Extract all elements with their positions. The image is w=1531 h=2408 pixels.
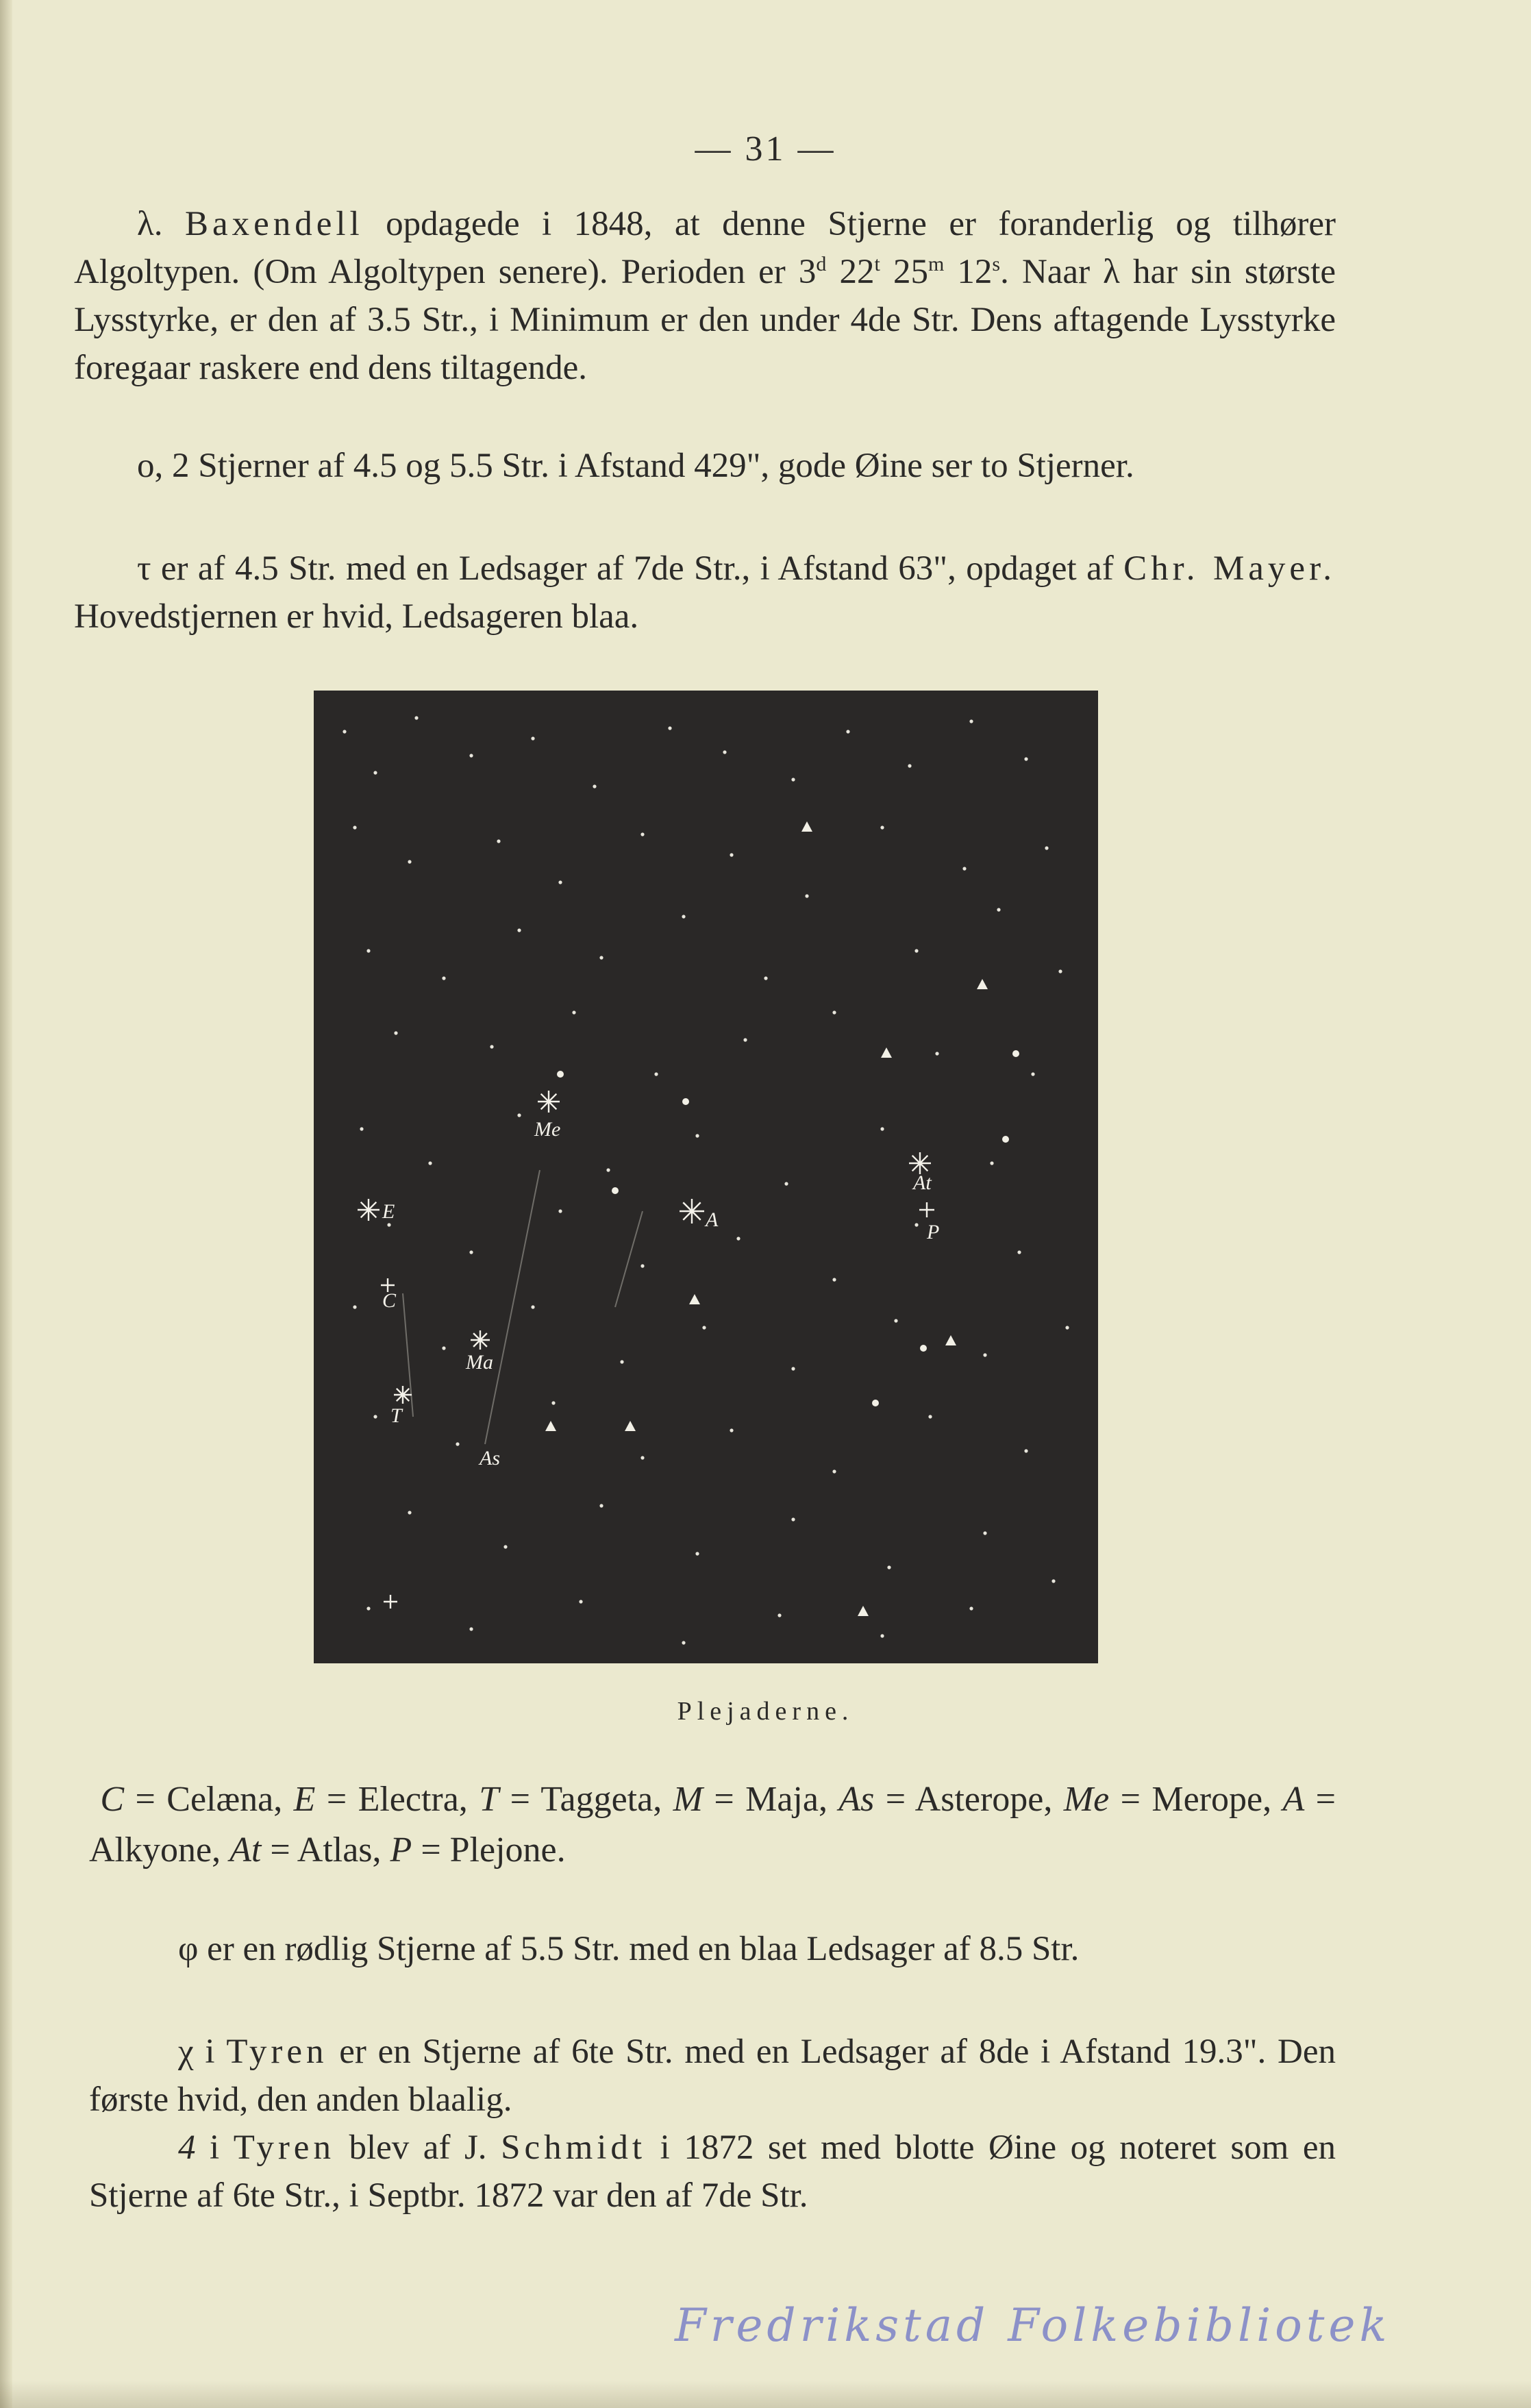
star-dot (791, 1367, 795, 1370)
star-dot (531, 736, 534, 740)
legend-abbr: Me (1063, 1780, 1110, 1819)
star-dot (469, 1250, 473, 1254)
triangle-star (801, 821, 812, 832)
star-dot (579, 1600, 582, 1603)
legend-item (1064, 1780, 1283, 1819)
star-dot (682, 1641, 685, 1644)
star-dot (360, 1127, 363, 1130)
star-dot (908, 764, 911, 767)
star-dot (682, 915, 685, 918)
star-label-p: P (927, 1221, 940, 1243)
star-dot (702, 1326, 706, 1329)
text-segment: 22 (826, 253, 875, 291)
star-dot (1065, 1326, 1069, 1329)
text-segment: i (195, 2128, 234, 2167)
text-segment: er en Stjerne af 6te Str. med en Ledsager af 8de i Afstand 19.3". Den første hvid, den anden blaalig. (89, 2033, 1336, 2119)
text-segment: i (193, 2033, 227, 2071)
legend-item (838, 1780, 1063, 1819)
paragraph-omicron (74, 442, 1336, 490)
bright-star (682, 1098, 689, 1105)
paragraph-text: o, 2 Stjerner af 4.5 og 5.5 Str. i Afstand 429", gode Øine ser to Stjerner. (137, 447, 1134, 485)
legend-name: = Taggeta, (499, 1780, 673, 1819)
star-label-at: At (913, 1171, 932, 1194)
star-dot (428, 1161, 432, 1165)
sky-streak (403, 1293, 413, 1417)
paragraph-chi (89, 2028, 1336, 2124)
star-dot (353, 1305, 356, 1308)
triangle-star (545, 1421, 556, 1431)
star-dot (1031, 1072, 1034, 1076)
star-dot (1058, 969, 1062, 973)
figure-caption: Plejaderne. (677, 1697, 854, 1726)
star-dot (558, 880, 562, 884)
star-dot (503, 1545, 507, 1548)
star-dot (832, 1278, 836, 1281)
superscript: t (874, 253, 880, 275)
star-dot (620, 1360, 623, 1363)
star-dot (558, 1209, 562, 1213)
text-segment: τ er af 4.5 Str. med en Ledsager af 7de Str., i Afstand 63", opdaget af (137, 549, 1124, 588)
star-dot (551, 1401, 555, 1404)
star-dot (880, 1127, 884, 1130)
star-label-t: T (390, 1404, 402, 1427)
star-dot (894, 1319, 897, 1322)
star-dot (880, 826, 884, 829)
star-label-as: As (480, 1447, 500, 1469)
star-dot (469, 754, 473, 757)
legend-item (294, 1780, 480, 1819)
star-dot (497, 839, 500, 843)
text-segment: Hovedstjernen er hvid, Ledsageren blaa. (74, 597, 639, 636)
legend-item (390, 1830, 566, 1870)
bright-star (1012, 1050, 1019, 1057)
star-dot (490, 1045, 493, 1048)
star-dot (387, 1223, 390, 1226)
bright-star (872, 1400, 879, 1406)
text-segment: blev af J. (334, 2128, 501, 2167)
name-baxendell: Baxendell (184, 205, 364, 243)
star-dot (1051, 1579, 1055, 1582)
star-dot (414, 716, 418, 719)
paragraph-text: φ er en rødlig Stjerne af 5.5 Str. med en blaa Ledsager af 8.5 Str. (178, 1930, 1080, 1968)
star-dot (1024, 757, 1028, 760)
star-dot (832, 1010, 836, 1014)
star-dot (572, 1010, 575, 1014)
text-segment: i 1872 set med blotte Øine og noteret som en Stjerne af 6te Str., i Septbr. 1872 var den af 7de Str. (89, 2128, 1336, 2215)
star-dot (736, 1237, 740, 1240)
paragraph-lambda (74, 200, 1336, 392)
legend-name: = Alkyone, (89, 1780, 1336, 1870)
star-dot (962, 867, 966, 870)
star-dot (593, 784, 596, 788)
star-label-c: C (382, 1289, 397, 1312)
star-dot (887, 1565, 891, 1569)
legend-abbr: T (479, 1780, 499, 1819)
star-dot (695, 1134, 699, 1137)
star-dot (914, 1223, 918, 1226)
bottom-shade (0, 2381, 1531, 2408)
star-dot (366, 1606, 370, 1610)
star-dot (394, 1031, 397, 1034)
star-dot (832, 1469, 836, 1473)
pleiades-plate (314, 691, 1098, 1663)
legend-item (479, 1780, 673, 1819)
greek-lambda: λ. (137, 205, 163, 243)
star-dot (846, 730, 849, 733)
greek-chi: χ (178, 2033, 194, 2071)
star-dot (983, 1531, 986, 1535)
star-dot (983, 1353, 986, 1356)
star-dot (517, 1113, 521, 1117)
star-label-ma: Ma (466, 1351, 493, 1374)
star-dot (914, 949, 918, 952)
text-segment: 25 (880, 253, 928, 291)
star-dot (531, 1305, 534, 1308)
triangle-star (945, 1335, 956, 1345)
legend (89, 1774, 1336, 1876)
legend-name: = Atlas, (261, 1830, 390, 1870)
legend-name: = Electra, (315, 1780, 480, 1819)
star-dot (640, 1264, 644, 1267)
legend-abbr: M (673, 1780, 703, 1819)
star-dot (695, 1552, 699, 1555)
star-dot (654, 1072, 658, 1076)
paragraph-four (89, 2124, 1336, 2220)
star-dot (791, 1517, 795, 1521)
star-field (314, 691, 1098, 1663)
star-dot (784, 1182, 788, 1185)
name-tyren: Tyren (233, 2128, 335, 2167)
star-dot (791, 778, 795, 781)
star-dot (517, 928, 521, 932)
legend-item (100, 1780, 293, 1819)
star-dot (640, 832, 644, 836)
star-dot (805, 894, 808, 897)
star-dot (599, 1504, 603, 1507)
name-schmidt: Schmidt (501, 2128, 647, 2167)
name-chr-mayer: Chr. Mayer. (1123, 549, 1336, 588)
legend-items (89, 1780, 1336, 1870)
triangle-star (881, 1047, 892, 1058)
star-dot (743, 1038, 747, 1041)
text-segment: opdagede i 1848, at denne Stjerne er foranderlig og tilhører Algoltypen. (Om Algoltypen senere). Perioden er 3 (74, 205, 1336, 291)
star-dot (408, 1511, 411, 1514)
star-dot (599, 956, 603, 959)
triangle-star (625, 1421, 636, 1431)
bright-star (1002, 1136, 1009, 1143)
legend-abbr: As (838, 1780, 875, 1819)
star-dot (969, 719, 973, 723)
star-label-a: A (706, 1208, 719, 1231)
star-dot (373, 771, 377, 774)
legend-abbr: A (1282, 1780, 1305, 1819)
star-label-e: E (382, 1200, 395, 1223)
star-dot (442, 1346, 445, 1350)
star-dot (730, 1428, 733, 1432)
star-dot (353, 826, 356, 829)
superscript: d (816, 253, 827, 275)
star-dot (730, 853, 733, 856)
star-dot (990, 1161, 993, 1165)
legend-abbr: P (390, 1830, 412, 1870)
star-dot (343, 730, 346, 733)
triangle-star (977, 979, 988, 989)
page-number: — 31 — (695, 129, 836, 169)
superscript: s (992, 253, 1001, 275)
star-dot (366, 949, 370, 952)
star-dot (373, 1415, 377, 1418)
paragraph-tau (74, 545, 1336, 641)
star-dot (456, 1442, 459, 1445)
star-dot (442, 976, 445, 980)
bright-star (612, 1187, 619, 1194)
symbol-four: 4 (178, 2128, 196, 2167)
superscript: m (928, 253, 945, 275)
text-segment: . Naar λ har sin største Lysstyrke, er den af 3.5 Str., i Minimum er den under 4de Str. Dens aftagende Lysstyrke foregaar raskere end dens tiltagende. (74, 253, 1336, 387)
star-dot (969, 1606, 973, 1610)
legend-abbr: E (293, 1780, 316, 1819)
legend-abbr: At (229, 1830, 262, 1870)
legend-name: = Maja, (702, 1780, 839, 1819)
star-dot (935, 1052, 938, 1055)
star-dot (1024, 1449, 1028, 1452)
page-edge-shadow (0, 0, 12, 2408)
triangle-star (689, 1294, 700, 1304)
star-dot (723, 750, 726, 754)
star-dot (997, 908, 1000, 911)
text-segment: 12 (944, 253, 993, 291)
star-dot (928, 1415, 932, 1418)
legend-name: = Merope, (1109, 1780, 1283, 1819)
paragraph-phi (89, 1925, 1336, 1973)
star-dot (1045, 846, 1048, 849)
star-dot (880, 1634, 884, 1637)
bright-star (557, 1071, 564, 1078)
legend-item (673, 1780, 839, 1819)
sky-streak (615, 1211, 643, 1307)
star-dot (668, 726, 671, 730)
star-dot (777, 1613, 781, 1617)
star-dot (469, 1627, 473, 1630)
legend-name: = Celæna, (124, 1780, 294, 1819)
star-label-me: Me (534, 1118, 561, 1141)
legend-name: = Plejone. (412, 1830, 566, 1870)
star-dot (640, 1456, 644, 1459)
star-dot (606, 1168, 610, 1171)
star-dot (408, 860, 411, 863)
legend-abbr: C (100, 1780, 125, 1819)
bright-star (920, 1345, 927, 1352)
star-dot (1017, 1250, 1021, 1254)
library-stamp: Fredrikstad Folkebibliotek (675, 2299, 1391, 2352)
triangle-star (858, 1606, 869, 1616)
legend-name: = Asterope, (874, 1780, 1064, 1819)
star-dot (764, 976, 767, 980)
legend-item (229, 1830, 390, 1870)
name-tyren: Tyren (226, 2033, 328, 2071)
